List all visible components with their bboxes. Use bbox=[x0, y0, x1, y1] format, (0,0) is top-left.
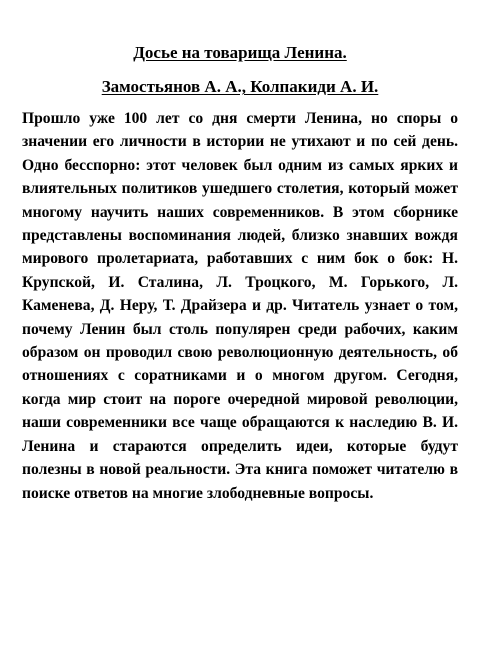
annotation-paragraph: Прошло уже 100 лет со дня смерти Ленина, но споры о значении его личности в истории не утихают и по сей день. Одно бесспорно: этот человек был одним из самых ярких и влиятельных политиков ушедшего столетия, который может многому научить наших современников. В этом сборнике представлены воспоминания людей, близко знавших вождя мирового пролетариата, работавших с ним бок о бок: Н. Крупской, И. Сталина, Л. Троцкого, М. Горького, Л. Каменева, Д. Неру, Т. Драйзера и др. Читатель узнает о том, почему Ленин был столь популярен среди рабочих, каким образом он проводил свою революционную деятельность, об отношениях с соратниками и о многом другом. Сегодня, когда мир стоит на пороге очередной мировой революции, наши современники все чаще обращаются к наследию В. И. Ленина и стараются определить идеи, которые будут полезны в новой реальности. Эта книга поможет читателю в поиске ответов на многие злободневные вопросы. bbox=[22, 110, 458, 502]
document-authors: Замостьянов А. А., Колпакиди А. И. bbox=[101, 77, 379, 96]
document-title: Досье на товарища Ленина. bbox=[133, 43, 347, 62]
